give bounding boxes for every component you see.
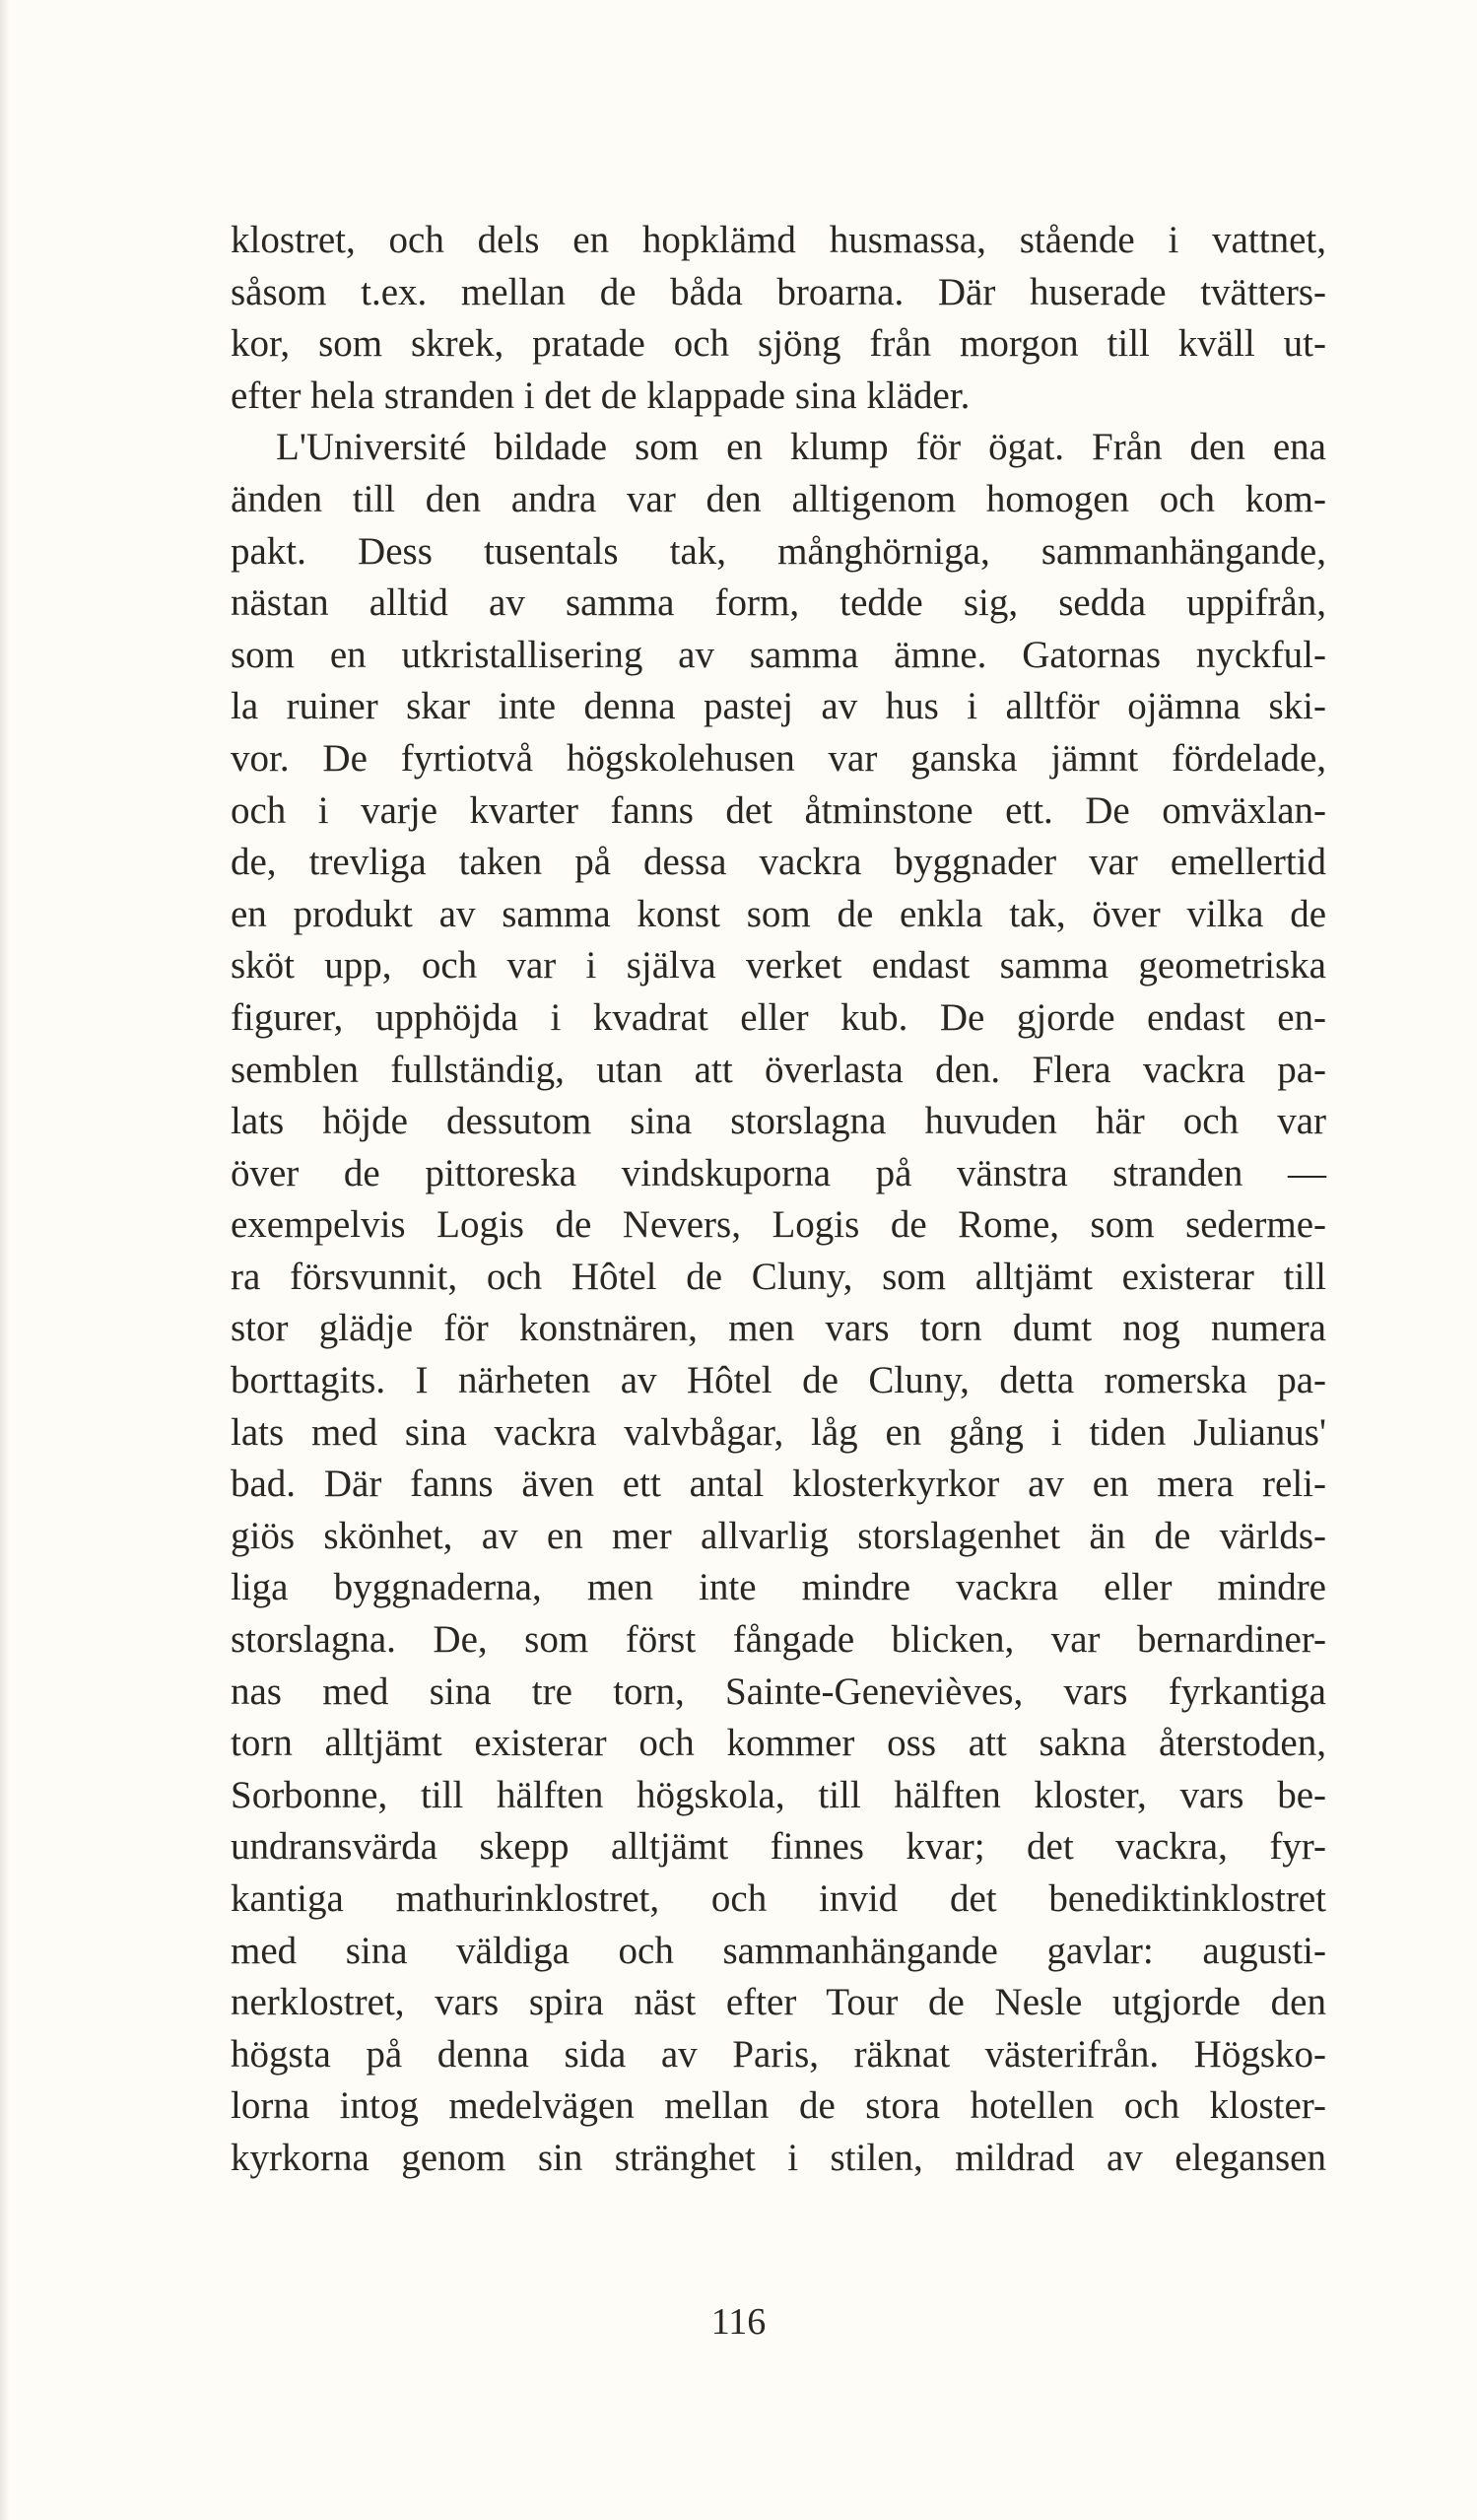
text-line: storslagna. De, som först fångade blicken, var bernardiner-	[231, 1618, 1326, 1662]
text-line: efter hela stranden i det de klappade sina kläder.	[231, 374, 971, 417]
text-line: undransvärda skepp alltjämt finnes kvar; det vackra, fyr-	[231, 1825, 1326, 1869]
text-line: L'Université bildade som en klump för ögat. Från den ena	[276, 426, 1326, 469]
text-line: nästan alltid av samma form, tedde sig, sedda uppifrån,	[231, 581, 1326, 625]
text-line: kyrkorna genom sin stränghet i stilen, mildrad av elegansen	[231, 2136, 1326, 2179]
text-line: som en utkristallisering av samma ämne. Gatornas nyckful-	[231, 633, 1326, 676]
text-line: lats med sina vackra valvbågar, låg en gång i tiden Julianus'	[231, 1410, 1326, 1454]
text-line: semblen fullständig, utan att överlasta den. Flera vackra pa-	[231, 1048, 1326, 1091]
text-line: la ruiner skar inte denna pastej av hus i alltför ojämna ski-	[231, 685, 1326, 728]
text-line: sköt upp, och var i själva verket endast samma geometriska	[231, 944, 1326, 988]
text-line: högsta på denna sida av Paris, räknat västerifrån. Högsko-	[231, 2032, 1326, 2076]
page-number: 116	[710, 2301, 767, 2343]
text-line: såsom t.ex. mellan de båda broarna. Där huserade tvätters-	[231, 270, 1326, 313]
text-line: nerklostret, vars spira näst efter Tour de Nesle utgjorde den	[231, 1981, 1326, 2024]
text-line: änden till den andra var den alltigenom homogen och kom-	[231, 477, 1326, 520]
text-line: en produkt av samma konst som de enkla tak, över vilka de	[231, 892, 1326, 935]
text-line: giös skönhet, av en mer allvarlig storslagenhet än de världs-	[231, 1514, 1326, 1557]
text-line: med sina väldiga och sammanhängande gavlar: augusti-	[231, 1929, 1326, 1972]
text-line: liga byggnaderna, men inte mindre vackra eller mindre	[231, 1566, 1326, 1609]
page-edge	[0, 0, 10, 2520]
text-line: Sorbonne, till hälften högskola, till hälften kloster, vars be-	[231, 1773, 1326, 1816]
text-line: figurer, upphöjda i kvadrat eller kub. De gjorde endast en-	[231, 995, 1326, 1039]
text-line: över de pittoreska vindskuporna på vänstra stranden —	[231, 1151, 1326, 1194]
text-line: kor, som skrek, pratade och sjöng från morgon till kväll ut-	[231, 322, 1326, 366]
text-line: ra försvunnit, och Hôtel de Cluny, som alltjämt existerar till	[231, 1255, 1326, 1298]
body-text	[231, 215, 1326, 2185]
text-line: nas med sina tre torn, Sainte-Genevièves, vars fyrkantiga	[231, 1669, 1326, 1713]
text-line: bad. Där fanns även ett antal klosterkyrkor av en mera reli-	[231, 1463, 1326, 1506]
text-line: exempelvis Logis de Nevers, Logis de Rome, som sederme-	[231, 1203, 1326, 1247]
text-line: lorna intog medelvägen mellan de stora hotellen och kloster-	[231, 2084, 1326, 2128]
text-line: lats höjde dessutom sina storslagna huvuden här och var	[231, 1100, 1326, 1143]
text-line: pakt. Dess tusentals tak, månghörniga, sammanhängande,	[231, 529, 1326, 573]
text-line: borttagits. I närheten av Hôtel de Cluny, detta romerska pa-	[231, 1359, 1326, 1402]
text-line: stor glädje för konstnären, men vars torn dumt nog numera	[231, 1307, 1326, 1350]
text-line: kantiga mathurinklostret, och invid det benediktinklostret	[231, 1877, 1326, 1920]
text-line: de, trevliga taken på dessa vackra byggnader var emellertid	[231, 841, 1326, 884]
text-line: och i varje kvarter fanns det åtminstone ett. De omväxlan-	[231, 788, 1326, 832]
text-line: vor. De fyrtiotvå högskolehusen var ganska jämnt fördelade,	[231, 736, 1326, 780]
text-line: torn alltjämt existerar och kommer oss att sakna återstoden,	[231, 1722, 1326, 1765]
text-line: klostret, och dels en hopklämd husmassa, stående i vattnet,	[231, 219, 1326, 261]
